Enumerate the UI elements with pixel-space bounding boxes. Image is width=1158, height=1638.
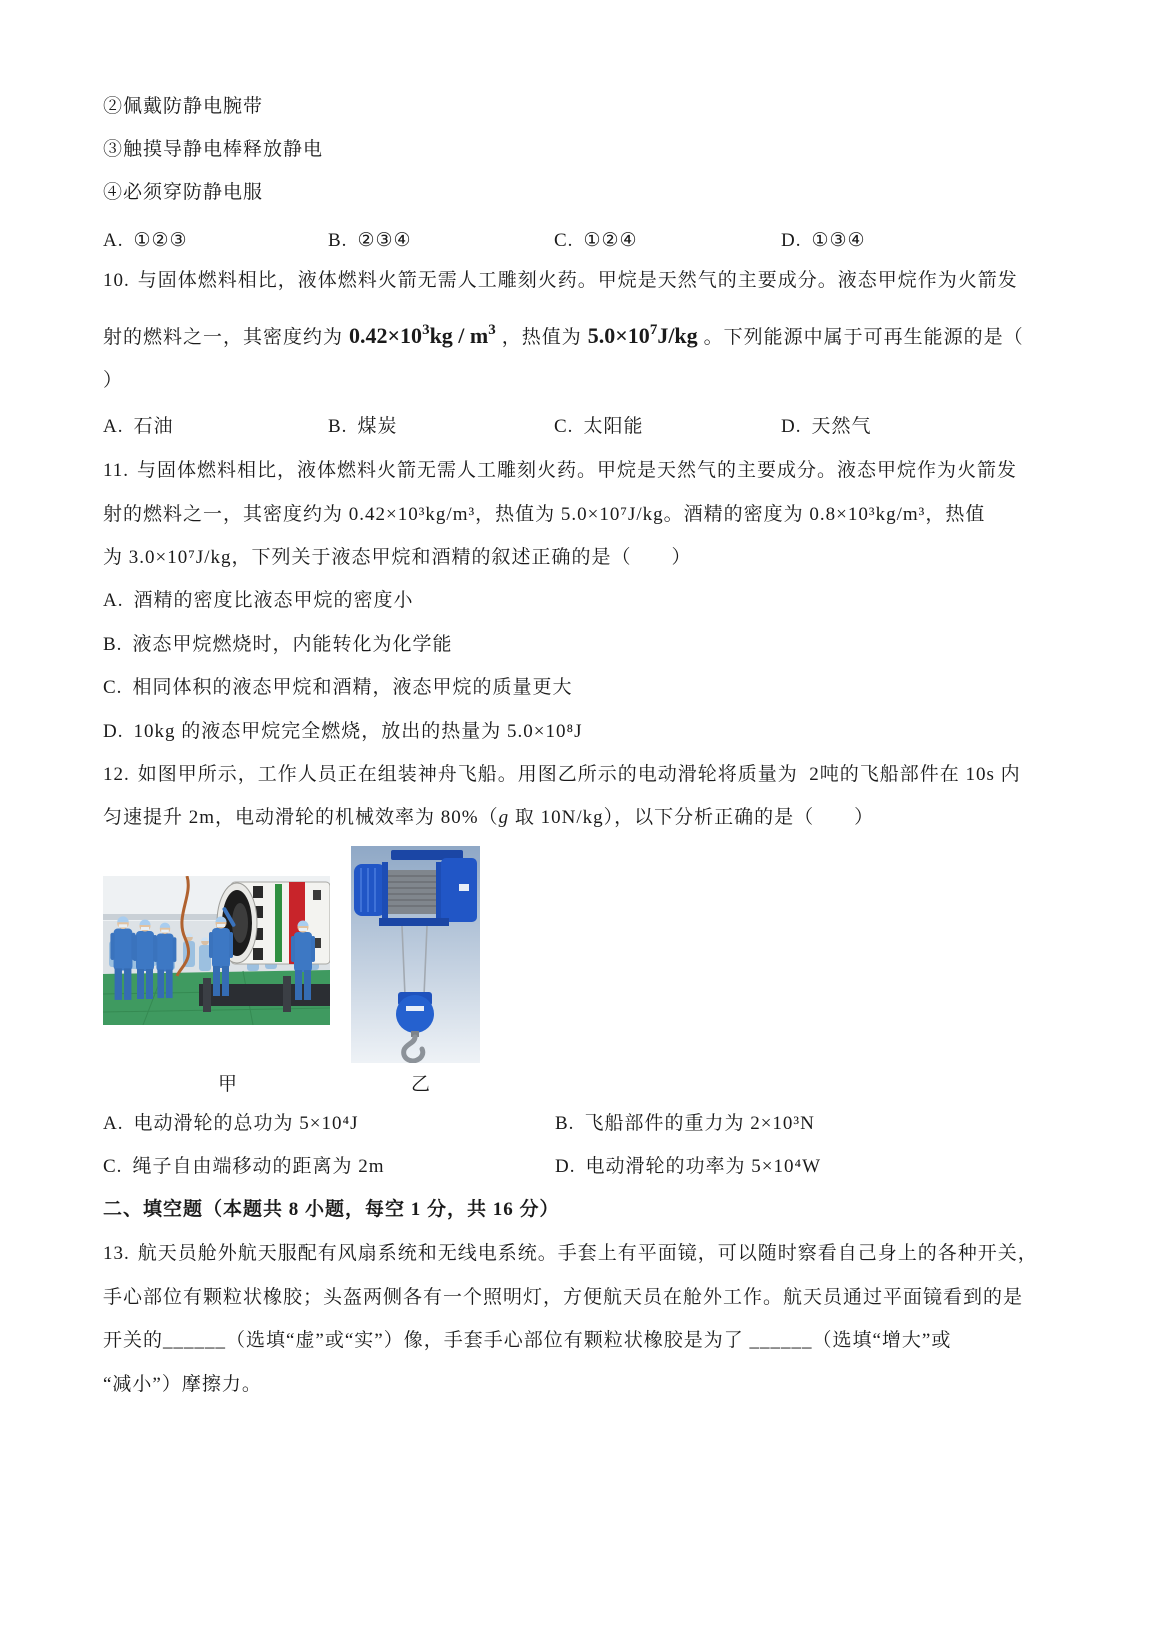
choice-key: B. xyxy=(103,634,123,655)
density-unit: kg / m xyxy=(429,323,489,348)
q13-line-1 xyxy=(103,1242,1038,1266)
choice-key: A. xyxy=(103,230,124,251)
electric-hoist-illustration xyxy=(351,846,480,1063)
choice-text: 电动滑轮的总功为 5×10⁴J xyxy=(133,1113,359,1134)
choice-key: C. xyxy=(554,230,574,251)
q13-line-2: 手心部位有颗粒状橡胶；头盔两侧各有一个照明灯，方便航天员在舱外工作。航天员通过平面镜看到的是 xyxy=(103,1287,1024,1308)
q10-choice-d xyxy=(781,415,872,439)
choice-text: ①②③ xyxy=(133,230,188,251)
q10-choice-b xyxy=(328,415,397,439)
q10-line-2 xyxy=(103,318,1024,356)
choice-key: D. xyxy=(555,1156,576,1177)
q10-line-3: ） xyxy=(103,370,124,391)
density-unit-exp: 3 xyxy=(488,322,496,338)
choice-text: 太阳能 xyxy=(583,416,644,437)
q12-line-2 xyxy=(103,806,874,830)
q9-choice-b xyxy=(328,229,412,253)
question-number: 11. xyxy=(103,460,130,481)
figure-yi-photo xyxy=(351,846,480,1063)
choice-text: 相同体积的液态甲烷和酒精，液态甲烷的质量更大 xyxy=(132,677,573,698)
density-base: 0.42×10 xyxy=(349,323,423,348)
choice-key: A. xyxy=(103,416,124,437)
q13-line-3: 开关的______（选填“虚”或“实”）像，手套手心部位有颗粒状橡胶是为了 ______（选填“增大”或 xyxy=(103,1330,952,1351)
density-formula xyxy=(349,323,496,348)
hoist-motor xyxy=(354,864,386,916)
q11-choice-c xyxy=(103,676,572,700)
question-number: 10. xyxy=(103,270,130,291)
q10-text-2c: 。下列能源中属于可再生能源的是（ xyxy=(703,327,1024,348)
choice-text: 石油 xyxy=(133,416,174,437)
heat-unit: J/kg xyxy=(657,323,698,348)
spacecraft-assembly-illustration xyxy=(103,876,330,1025)
choice-key: C. xyxy=(554,416,574,437)
q13-line-4: “减小”）摩擦力。 xyxy=(103,1374,262,1395)
q12-text-1: 如图甲所示，工作人员正在组装神舟飞船。用图乙所示的电动滑轮将质量为 2吨的飞船部件在 10s 内 xyxy=(137,764,1021,785)
q10-text-2a: 射的燃料之一，其密度约为 xyxy=(103,327,344,348)
q10-line-1 xyxy=(103,269,1018,293)
q9-statement-4: ④必须穿防静电服 xyxy=(103,182,264,203)
heat-base: 5.0×10 xyxy=(587,323,650,348)
q12-text-2a: 匀速提升 2m，电动滑轮的机械效率为 80%（ xyxy=(103,807,499,828)
q13-text-1: 航天员舱外航天服配有风扇系统和无线电系统。手套上有平面镜，可以随时察看自己身上的各种开关， xyxy=(137,1243,1038,1264)
choice-key: A. xyxy=(103,590,124,611)
q12-line-1 xyxy=(103,763,1021,787)
section-heading: 二、填空题（本题共 8 小题，每空 1 分，共 16 分） xyxy=(103,1199,560,1220)
choice-key: C. xyxy=(103,677,123,698)
q9-choice-d xyxy=(781,229,866,253)
choice-text: 飞船部件的重力为 2×10³N xyxy=(584,1113,815,1134)
figure-jia-photo xyxy=(103,876,330,1025)
choice-key: B. xyxy=(328,416,348,437)
q9-choice-a xyxy=(103,229,188,253)
q12-choice-a xyxy=(103,1112,358,1136)
choice-key: D. xyxy=(781,416,802,437)
choice-text: 绳子自由端移动的距离为 2m xyxy=(132,1156,385,1177)
choice-text: ①③④ xyxy=(811,230,866,251)
choice-key: B. xyxy=(328,230,348,251)
gravity-symbol: g xyxy=(498,807,510,828)
choice-key: B. xyxy=(555,1113,575,1134)
heat-value-formula xyxy=(588,323,698,348)
q12-choice-d xyxy=(555,1155,821,1179)
q11-text-1: 与固体燃料相比，液体燃料火箭无需人工雕刻火药。甲烷是天然气的主要成分。液态甲烷作为火箭发 xyxy=(137,460,1018,481)
choice-key: D. xyxy=(781,230,802,251)
heat-exp: 7 xyxy=(649,322,658,338)
q12-choice-b xyxy=(555,1112,815,1136)
q10-choice-c xyxy=(554,415,643,439)
figure-jia-label: 甲 xyxy=(218,1074,238,1095)
choice-key: C. xyxy=(103,1156,123,1177)
q11-line-3: 为 3.0×10⁷J/kg，下列关于液态甲烷和酒精的叙述正确的是（ ） xyxy=(103,547,692,568)
q10-text-1: 与固体燃料相比，液体燃料火箭无需人工雕刻火药。甲烷是天然气的主要成分。液态甲烷作为火箭发 xyxy=(137,270,1018,291)
question-number: 12. xyxy=(103,764,130,785)
figure-yi-label: 乙 xyxy=(411,1074,431,1095)
choice-text: 天然气 xyxy=(811,416,872,437)
choice-key: A. xyxy=(103,1113,124,1134)
q10-text-2b: ，热值为 xyxy=(501,327,582,348)
choice-text: 10kg 的液态甲烷完全燃烧，放出的热量为 5.0×10⁸J xyxy=(133,721,583,742)
question-number: 13. xyxy=(103,1243,130,1264)
q11-choice-d xyxy=(103,720,582,744)
q11-line-2: 射的燃料之一，其密度约为 0.42×10³kg/m³，热值为 5.0×10⁷J/kg。酒精的密度为 0.8×10³kg/m³，热值 xyxy=(103,504,986,525)
choice-text: ①②④ xyxy=(583,230,638,251)
choice-text: ②③④ xyxy=(357,230,412,251)
q9-choice-c xyxy=(554,229,638,253)
q11-line-1 xyxy=(103,459,1017,483)
choice-text: 酒精的密度比液态甲烷的密度小 xyxy=(133,590,414,611)
q11-choice-b xyxy=(103,633,452,657)
density-exp: 3 xyxy=(422,322,430,338)
choice-text: 煤炭 xyxy=(357,416,398,437)
choice-text: 电动滑轮的功率为 5×10⁴W xyxy=(585,1156,822,1177)
q9-statement-2: ②佩戴防静电腕带 xyxy=(103,96,264,117)
q9-statement-3: ③触摸导静电棒释放静电 xyxy=(103,139,324,160)
q12-choice-c xyxy=(103,1155,384,1179)
q12-text-2b: 取 10N/kg），以下分析正确的是（ ） xyxy=(509,807,875,828)
choice-text: 液态甲烷燃烧时，内能转化为化学能 xyxy=(132,634,453,655)
q11-choice-a xyxy=(103,589,414,613)
choice-key: D. xyxy=(103,721,124,742)
q10-choice-a xyxy=(103,415,174,439)
